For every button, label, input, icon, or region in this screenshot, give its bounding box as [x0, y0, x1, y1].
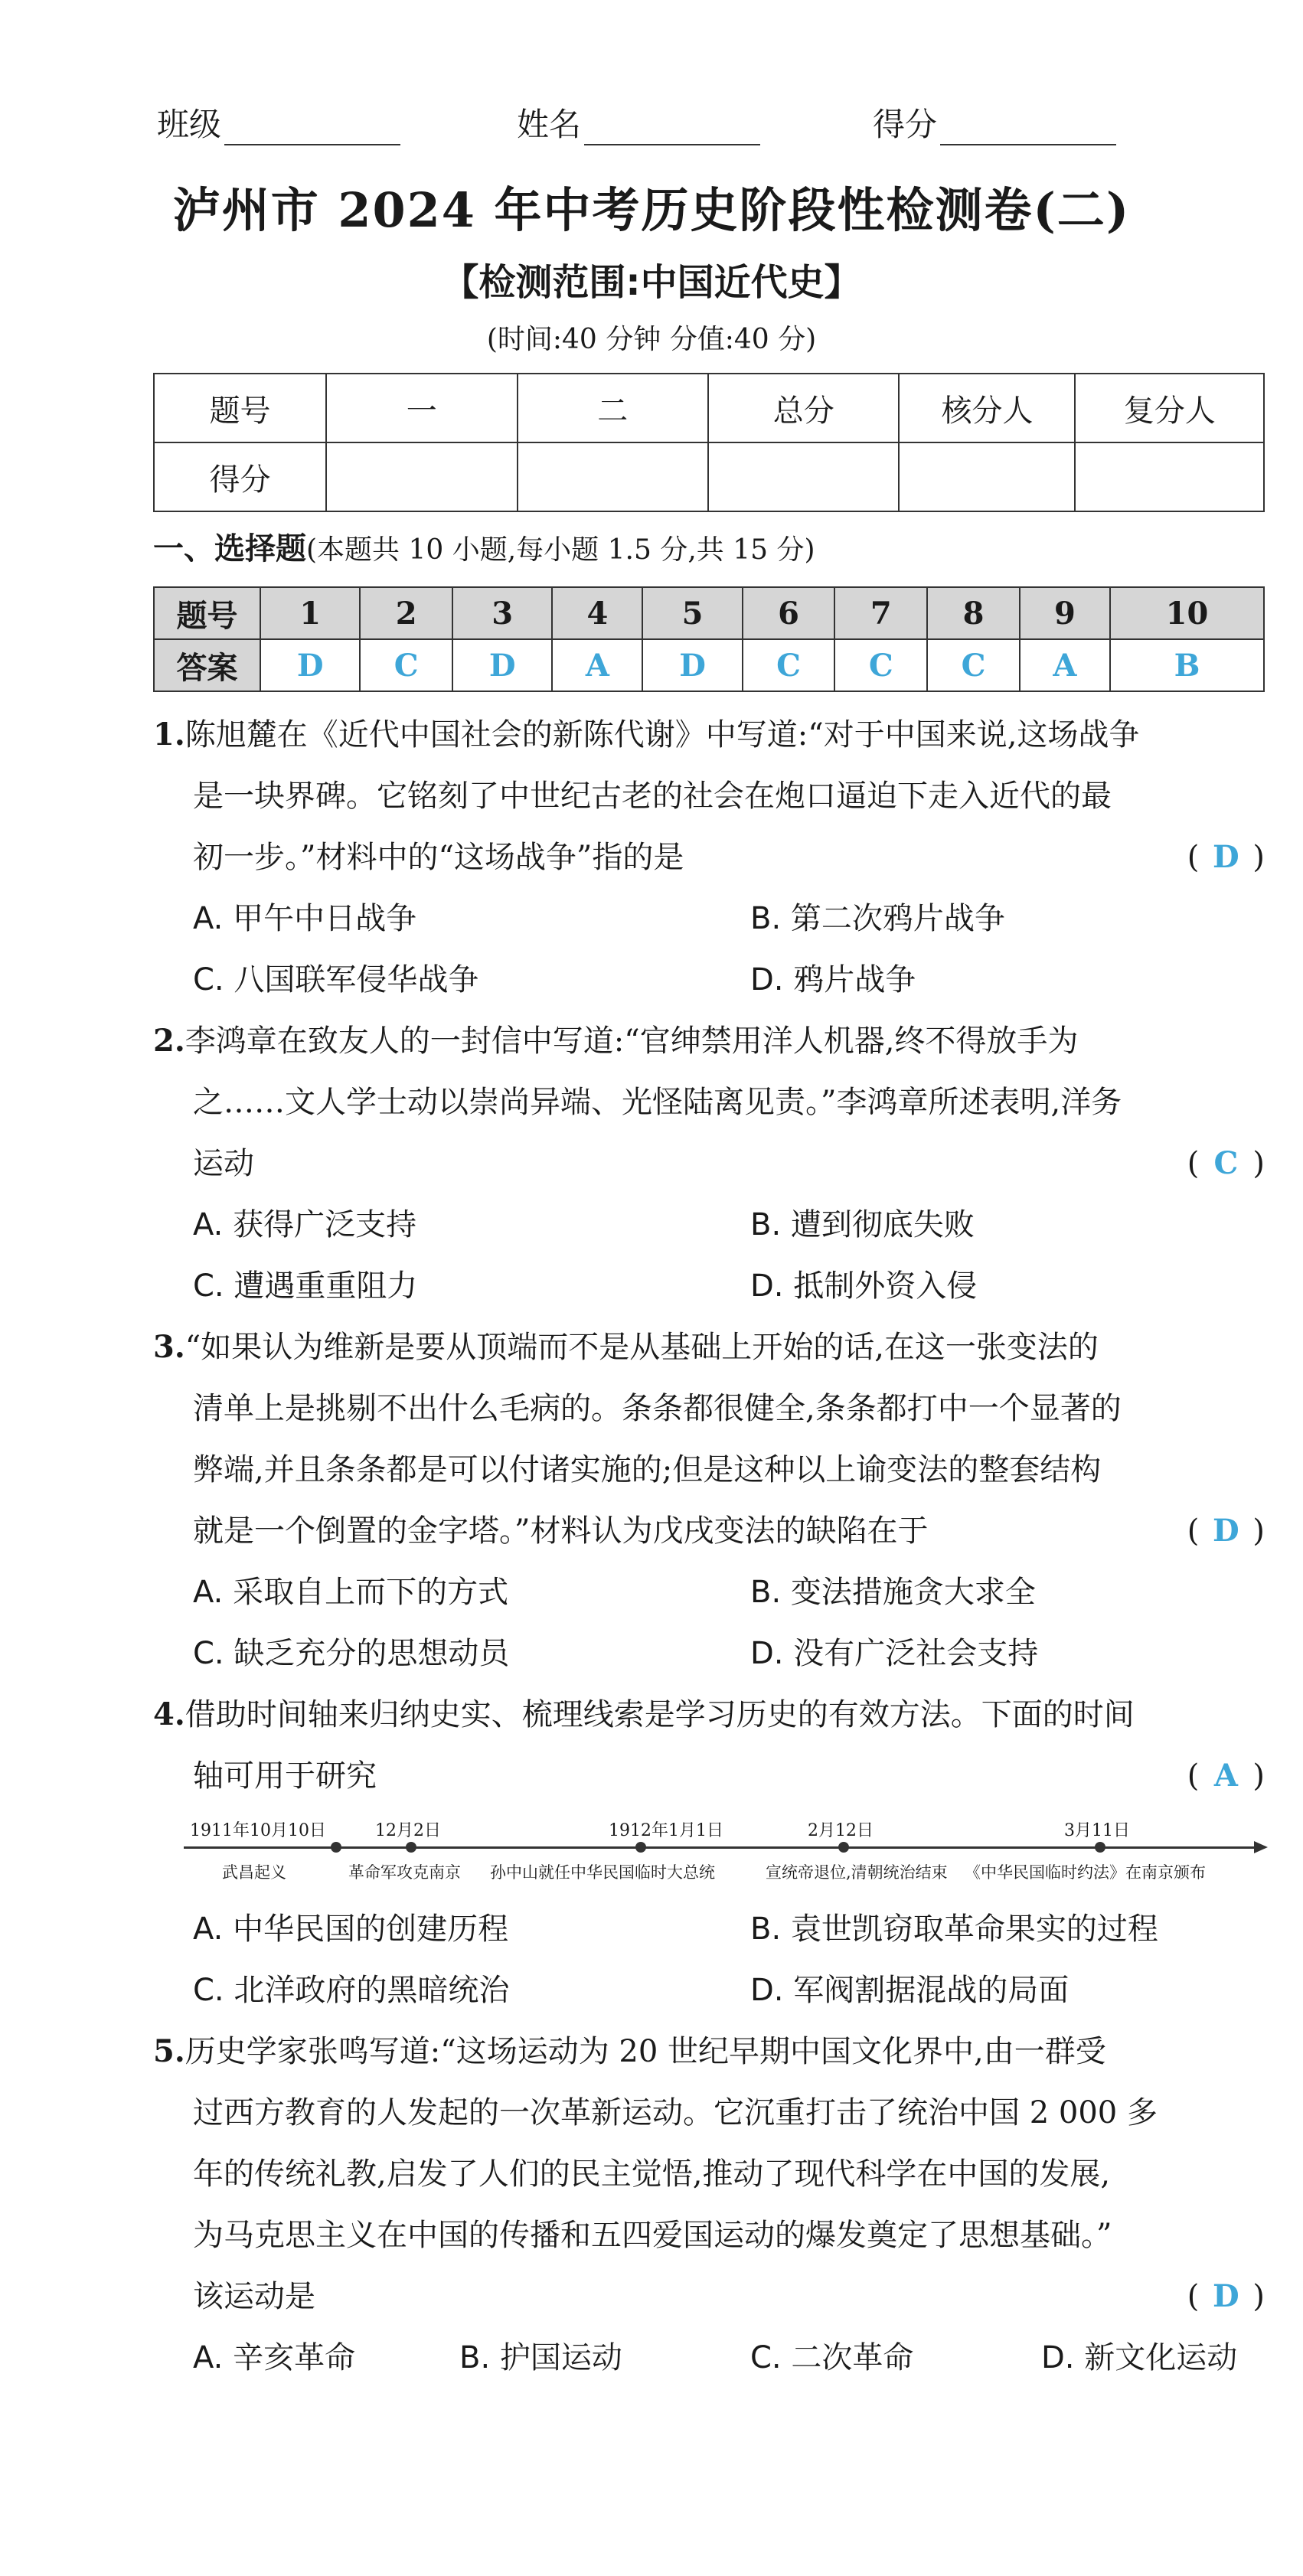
question-answer[interactable]: D	[1213, 839, 1239, 875]
question-number: 1.	[153, 717, 185, 753]
options-row	[153, 1562, 1265, 1623]
option-c[interactable]: C. 遭遇重重阻力	[193, 1268, 418, 1304]
question-text: 为马克思主义在中国的传播和五四爱国运动的爆发奠定了思想基础。”	[193, 2218, 1112, 2253]
option-c[interactable]: C. 八国联军侵华战争	[193, 962, 479, 997]
score-cell[interactable]	[708, 442, 899, 511]
score-row-label: 得分	[154, 442, 326, 511]
question-text: 该运动是	[193, 2279, 315, 2314]
class-field[interactable]	[157, 100, 400, 145]
question-number: 3.	[153, 1329, 185, 1365]
option-a[interactable]: A. 采取自上而下的方式	[193, 1575, 509, 1610]
option-a[interactable]: A. 甲午中日战争	[193, 901, 417, 936]
question-number: 5.	[153, 2033, 185, 2069]
question-line	[153, 2021, 1265, 2082]
question-line	[153, 2143, 1265, 2205]
exam-title: 泸州市 2024 年中考历史阶段性检测卷(二)	[172, 182, 1131, 238]
answer-num: 6	[743, 587, 835, 639]
timeline-date: 1911年10月10日	[190, 1821, 326, 1840]
question-4	[153, 1684, 1265, 1807]
question-line	[153, 1500, 1265, 1562]
question-text: 之……文人学士动以崇尚异端、光怪陆离见责。”李鸿章所述表明,洋务	[193, 1085, 1122, 1120]
name-label: 姓名	[517, 106, 582, 143]
answer-cell[interactable]: C	[927, 639, 1020, 691]
score-cell[interactable]	[899, 442, 1075, 511]
question-text: 历史学家张鸣写道:“这场运动为 20 世纪早期中国文化界中,由一群受	[185, 2034, 1106, 2069]
timeline-event: 《中华民国临时约法》在南京颁布	[965, 1863, 1206, 1882]
timeline-dot	[331, 1842, 341, 1853]
question-line	[153, 2266, 1265, 2327]
answer-cell[interactable]: B	[1110, 639, 1264, 691]
answer-num: 10	[1110, 587, 1264, 639]
exam-subtitle: 【检测范围:中国近代史】	[442, 261, 861, 304]
question-text: 过西方教育的人发起的一次革新运动。它沉重打击了统治中国 2 000 多	[193, 2095, 1158, 2130]
answer-parens: ( A )	[1187, 1745, 1265, 1807]
option-b[interactable]: B. 袁世凯窃取革命果实的过程	[750, 1912, 1158, 1947]
question-text: 轴可用于研究	[193, 1758, 377, 1794]
section-title: 一、选择题	[153, 531, 306, 566]
question-text: 陈旭麓在《近代中国社会的新陈代谢》中写道:“对于中国来说,这场战争	[185, 717, 1140, 753]
timeline-event: 革命军攻克南京	[348, 1863, 461, 1882]
score-header-cell: 总分	[708, 374, 899, 442]
answer-ans-label: 答案	[154, 639, 260, 691]
option-c[interactable]: C. 北洋政府的黑暗统治	[193, 1973, 510, 2008]
score-blank[interactable]	[940, 110, 1116, 145]
question-number: 4.	[153, 1696, 185, 1732]
options-row	[153, 1899, 1265, 1960]
question-line	[153, 1133, 1265, 1194]
question-text: 运动	[193, 1146, 254, 1181]
timeline-dot	[1095, 1842, 1105, 1853]
question-2	[153, 1010, 1265, 1317]
exam-meta: (时间:40 分钟 分值:40 分)	[486, 324, 817, 355]
name-field[interactable]	[517, 100, 760, 145]
timeline	[184, 1814, 1271, 1883]
question-text: 弊端,并且条条都是可以付诸实施的;但是这种以上谕变法的整套结构	[193, 1452, 1102, 1487]
option-a[interactable]: A. 辛亥革命	[193, 2340, 356, 2375]
timeline-event: 宣统帝退位,清朝统治结束	[766, 1863, 948, 1882]
question-3	[153, 1317, 1265, 1684]
question-line	[153, 1317, 1265, 1378]
answer-num: 1	[260, 587, 360, 639]
answer-parens: ( D )	[1187, 827, 1265, 888]
options-row	[153, 1194, 1265, 1255]
options-row	[153, 949, 1265, 1010]
question-line	[153, 2082, 1265, 2143]
question-text: 是一块界碑。它铭刻了中世纪古老的社会在炮口逼迫下走入近代的最	[193, 779, 1112, 814]
score-label: 得分	[873, 106, 938, 143]
options-row	[153, 888, 1265, 949]
question-line	[153, 766, 1265, 827]
timeline-date: 2月12日	[808, 1821, 874, 1840]
question-number: 2.	[153, 1023, 185, 1059]
question-line	[153, 704, 1265, 766]
question-line	[153, 1745, 1265, 1807]
score-table	[153, 373, 1265, 512]
option-d[interactable]: D. 没有广泛社会支持	[750, 1636, 1039, 1671]
option-b[interactable]: B. 第二次鸦片战争	[750, 901, 1005, 936]
score-header-cell: 题号	[154, 374, 326, 442]
question-text: 年的传统礼教,启发了人们的民主觉悟,推动了现代科学在中国的发展,	[193, 2156, 1111, 2192]
answer-cell[interactable]: A	[1020, 639, 1110, 691]
question-line	[153, 1684, 1265, 1745]
timeline-date: 12月2日	[375, 1821, 441, 1840]
option-b[interactable]: B. 变法措施贪大求全	[750, 1575, 1036, 1610]
option-b[interactable]: B. 遭到彻底失败	[750, 1207, 975, 1242]
answer-num: 2	[360, 587, 452, 639]
question-text: 就是一个倒置的金字塔。”材料认为戊戌变法的缺陷在于	[193, 1513, 929, 1549]
score-cell[interactable]	[518, 442, 708, 511]
option-d[interactable]: D. 军阀割据混战的局面	[750, 1973, 1070, 2008]
question-4-options	[153, 1899, 1265, 2021]
name-blank[interactable]	[584, 110, 760, 145]
score-header-cell: 复分人	[1075, 374, 1264, 442]
options-row	[153, 2327, 1265, 2388]
option-d[interactable]: D. 抵制外资入侵	[750, 1268, 978, 1304]
answer-num: 4	[552, 587, 642, 639]
score-header-cell: 核分人	[899, 374, 1075, 442]
question-text: 借助时间轴来归纳史实、梳理线索是学习历史的有效方法。下面的时间	[185, 1697, 1135, 1732]
options-row	[153, 1623, 1265, 1684]
answer-table	[153, 586, 1265, 692]
score-cell[interactable]	[326, 442, 517, 511]
question-text: 清单上是挑剔不出什么毛病的。条条都很健全,条条都打中一个显著的	[193, 1391, 1122, 1426]
question-text: 李鸿章在致友人的一封信中写道:“官绅禁用洋人机器,终不得放手为	[185, 1024, 1079, 1059]
answer-cell[interactable]: C	[834, 639, 927, 691]
answer-parens: ( D )	[1187, 1500, 1265, 1562]
answer-num: 8	[927, 587, 1020, 639]
timeline-date: 1912年1月1日	[609, 1821, 723, 1840]
timeline-dot	[838, 1842, 849, 1853]
timeline-event: 武昌起义	[222, 1863, 286, 1882]
answer-table-number-row	[154, 587, 1264, 639]
options-row	[153, 1960, 1265, 2021]
option-d[interactable]: D. 鸦片战争	[750, 962, 916, 997]
answer-parens: ( D )	[1187, 2266, 1265, 2327]
score-header-cell: 二	[518, 374, 708, 442]
answer-num: 7	[834, 587, 927, 639]
section-heading	[153, 524, 815, 568]
timeline-date: 3月11日	[1064, 1821, 1130, 1840]
answer-cell[interactable]: D	[452, 639, 552, 691]
timeline-dot	[635, 1842, 646, 1853]
question-line	[153, 827, 1265, 888]
score-table-header-row	[154, 374, 1264, 442]
answer-num-label: 题号	[154, 587, 260, 639]
option-d[interactable]: D. 新文化运动	[1041, 2340, 1238, 2375]
answer-cell[interactable]: C	[360, 639, 452, 691]
question-answer[interactable]: C	[1213, 1145, 1239, 1181]
option-c[interactable]: C. 二次革命	[750, 2340, 914, 2375]
answer-cell[interactable]: D	[642, 639, 742, 691]
question-line	[153, 1010, 1265, 1072]
question-line	[153, 1378, 1265, 1439]
answer-parens: ( C )	[1187, 1133, 1265, 1194]
options-row	[153, 1255, 1265, 1317]
answer-num: 5	[642, 587, 742, 639]
question-answer[interactable]: D	[1213, 1513, 1239, 1549]
question-line	[153, 1072, 1265, 1133]
question-text: 初一步。”材料中的“这场战争”指的是	[193, 840, 684, 875]
question-line	[153, 2205, 1265, 2266]
score-table-row	[154, 442, 1264, 511]
answer-cell[interactable]: D	[260, 639, 360, 691]
option-b[interactable]: B. 护国运动	[459, 2340, 622, 2375]
option-a[interactable]: A. 获得广泛支持	[193, 1207, 417, 1242]
section-note: (本题共 10 小题,每小题 1.5 分,共 15 分)	[306, 534, 815, 566]
score-cell[interactable]	[1075, 442, 1264, 511]
score-field[interactable]	[873, 100, 1116, 145]
question-text: “如果认为维新是要从顶端而不是从基础上开始的话,在这一张变法的	[185, 1330, 1099, 1365]
class-blank[interactable]	[224, 110, 400, 145]
option-c[interactable]: C. 缺乏充分的思想动员	[193, 1636, 510, 1671]
answer-num: 3	[452, 587, 552, 639]
answer-cell[interactable]: A	[552, 639, 642, 691]
answer-cell[interactable]: C	[743, 639, 835, 691]
answer-num: 9	[1020, 587, 1110, 639]
score-header-cell: 一	[326, 374, 517, 442]
timeline-event: 孙中山就任中华民国临时大总统	[490, 1863, 715, 1882]
option-a[interactable]: A. 中华民国的创建历程	[193, 1912, 509, 1947]
question-5	[153, 2021, 1265, 2388]
timeline-dot	[406, 1842, 416, 1853]
question-answer[interactable]: A	[1213, 1758, 1238, 1794]
class-label: 班级	[157, 106, 222, 143]
question-line	[153, 1439, 1265, 1500]
question-answer[interactable]: D	[1213, 2278, 1239, 2314]
answer-table-answer-row	[154, 639, 1264, 691]
student-info-line	[157, 100, 1152, 153]
question-1	[153, 704, 1265, 1010]
timeline-arrow-icon	[1254, 1841, 1268, 1853]
